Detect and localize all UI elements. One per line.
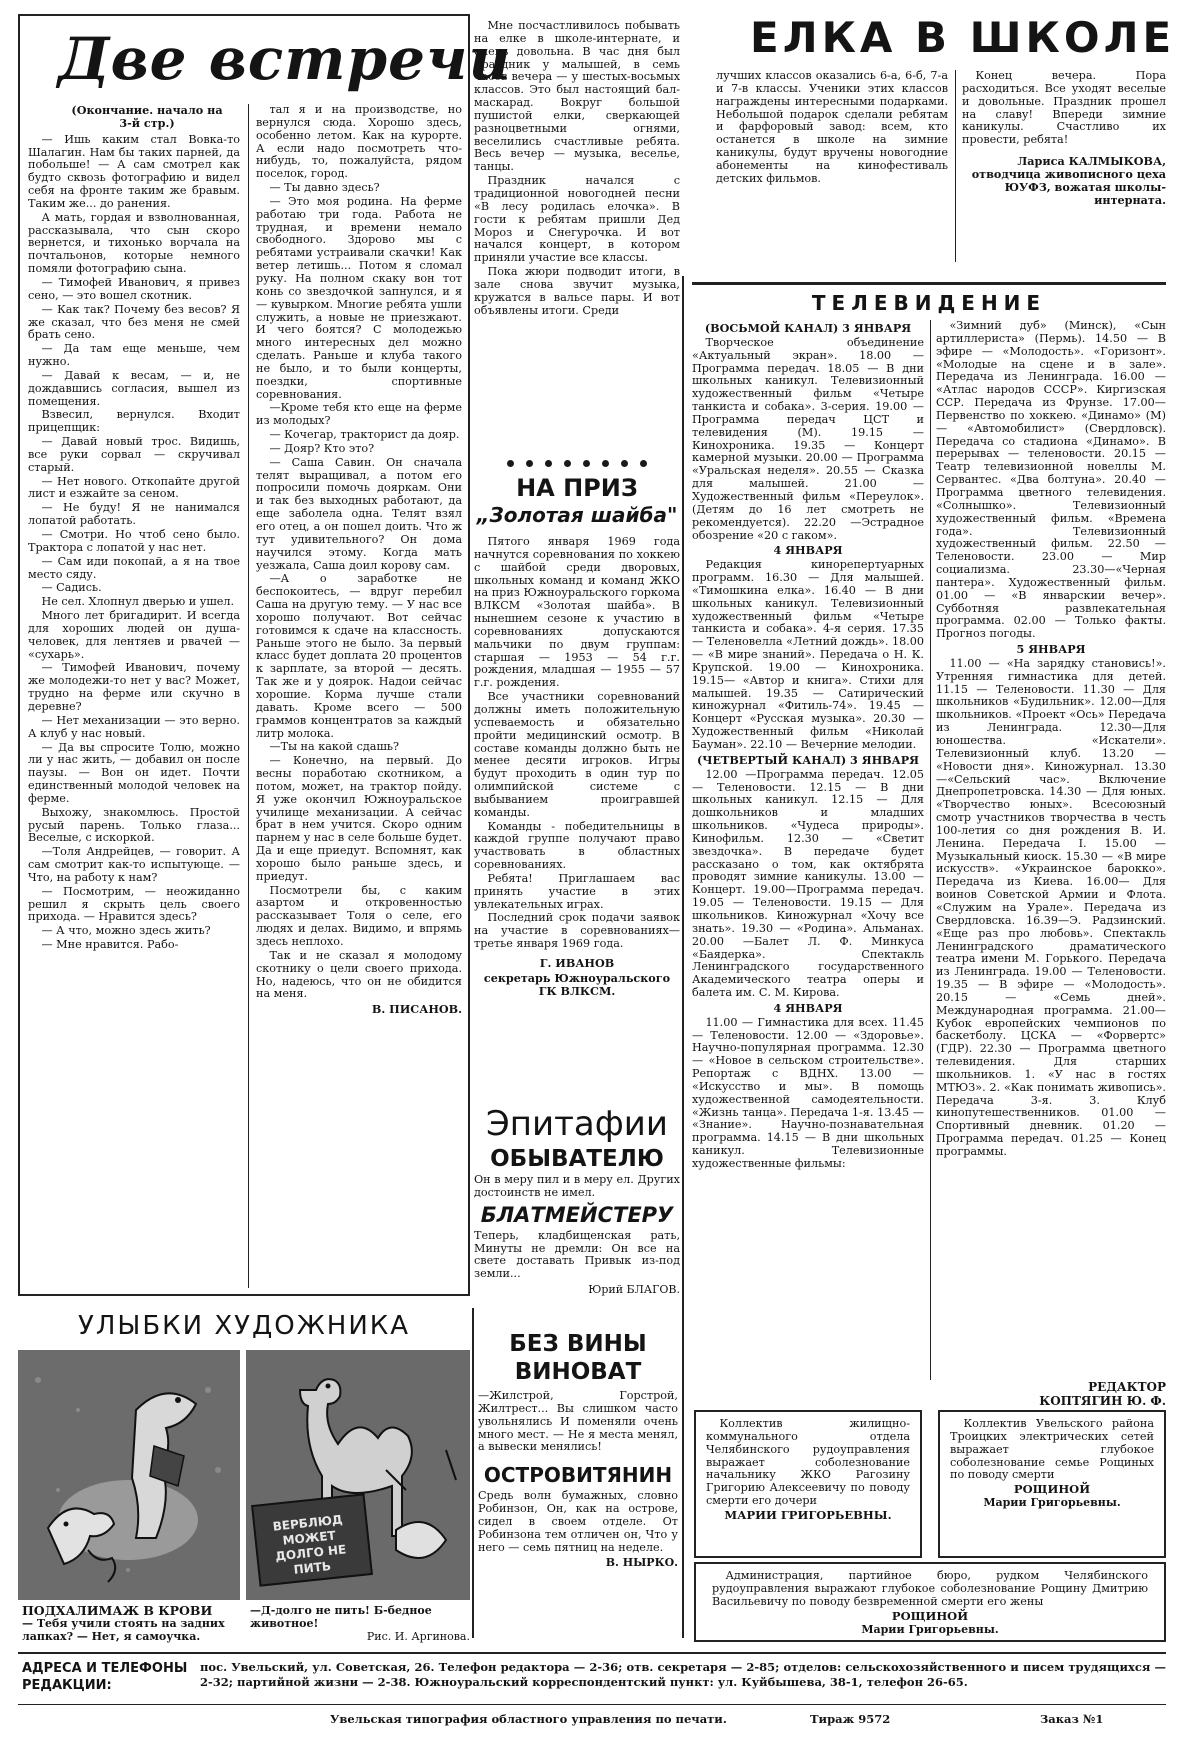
footer-text: пос. Увельский, ул. Советская, 26. Телефон редактора — 2-36; отв. секретаря — 2-85; отделов: сельскохозяйственного и писем трудящихся — 2-32; партийной жизни — 2-38. Южноуральский корреспондентский пункт: ул. Куйбышева, 38-1, телефон 26-65.: [200, 1660, 1166, 1689]
epitaph-2-text: Теперь, кладбищенская рать, Минуты не дремли: Он все на свете доставать Привык из-под земли...: [474, 1229, 680, 1281]
tv-col2-text: [936, 320, 1166, 1159]
footer-printer: Увельская типография областного управления по печати.: [330, 1712, 727, 1726]
story-paragraph: Посмотрели бы, с каким азартом и откровенностью рассказывает Толя о селе, его людях и делах. Видимо, и впрямь здесь неплохо.: [256, 883, 462, 948]
condolence-2-name-2: Марии Григорьевны.: [983, 1496, 1121, 1510]
story-column-divider: [248, 104, 249, 1288]
footer-label: АДРЕСА И ТЕЛЕФОНЫ РЕДАКЦИИ:: [22, 1661, 188, 1693]
nyrko-verse: —Жилстрой, Горстрой, Жилтрест... Вы слишком часто увольнялись И поменяли очень много мест. — Не я места менял, а вывески менялись!: [478, 1390, 678, 1454]
condolence-box-2: [938, 1410, 1166, 1558]
condolence-1-text: Коллектив жилищно-коммунального отдела Челябинского рудоуправления выражает соболезнование начальнику ЖКО Рагозину Григорию Алексеевичу по поводу смерти его дочери: [706, 1418, 910, 1508]
nyrko-block: [478, 1330, 678, 1569]
story-paragraph: — Конечно, на первый. До весны поработаю скотником, а потом, может, на трактор пойду. Я уже окончил Южноуральское училище механизации. А сейчас брат в нем учится. Скоро одним парнем у нас в селе больше будет. Да и еще приедут. Вспомнят, как хорошо было раньше здесь, и приедут.: [256, 754, 462, 883]
condolence-3-text: Администрация, партийное бюро, рудком Челябинского рудоуправления выражают глубокое соболезнование Рощину Дмитрию Васильевичу по поводу безвременной смерти его жены: [712, 1570, 1148, 1608]
tv-listing: «Зимний дуб» (Минск), «Сын артиллериста» (Пермь). 14.50 — В эфире — «Молодость». «Горизонт». «Молодые на сцене и в зале». Передача из Ленинграда. 16.00 — «Атлас народов СССР». Киргизская ССР. Передача из Фрунзе. 17.00—Первенство по хоккею. «Динамо» (М) — «Автомобилист» (Свердловск). Передача со стадиона «Динамо». В перерывах — теленовости. 20.15 — Театр телевизионной новеллы М. Сервантес. «Два болтуна». 20.40 — Программа цветного телевидения. «Солнышко». Телевизионный художественный фильм. «Времена года». Телевизионный художественный фильм. 22.50 — Теленовости. 23.00 — Мир социализма. 23.30—«Черная пантера». Художественный фильм. 01.00 — «В январскии вечер». Субботняя развлекательная программа. 02.00 — Только факты. Прогноз погоды.: [936, 320, 1166, 641]
hockey-article: [474, 536, 680, 1044]
hockey-signature-role: секретарь Южноуральского ГК ВЛКСМ.: [483, 970, 671, 998]
story-paragraph: — Сам иди покопай, а я на твое место сяду.: [28, 554, 240, 581]
cartoons-title: УЛЫБКИ ХУДОЖНИКА: [77, 1311, 411, 1341]
story-paragraph: Выхожу, знакомлюсь. Простой русый парень. Только глаза... Веселые, с искоркой.: [28, 805, 240, 845]
story-paragraph: — Дояр? Кто это?: [269, 441, 375, 455]
story-paragraph: —А о заработке не беспокоитесь, — вдруг перебил Саша на другую тему. — У нас все хорошо получают. Вот сейчас готовимся к сдаче на классность. Раньше этого не было. За первый класс будет доплата 20 процентов к зарплате, за второй — десять. Так же и у доярок. Надои сейчас хорошие. Корма лучше стали давать. Кроме всего — 500 граммов концентратов за каждый литр молока.: [256, 572, 462, 740]
tv-divider: [930, 320, 931, 1380]
camel-sign-text: ВЕРБЛЮД МОЖЕТ ДОЛГО НЕ ПИТЬ: [272, 1512, 347, 1577]
condolence-3-name: РОЩИНОЙ: [891, 1608, 969, 1623]
elka-right-text: Конец вечера. Пора расходиться. Все уходят веселые и довольные. Праздник прошел на славу! Впереди зимние каникулы. Счастливо их провести, ребята!: [962, 70, 1166, 147]
tv-col1-text: [692, 322, 924, 1171]
elka-left-column: [474, 20, 680, 440]
editor-name: КОПТЯГИН Ю. Ф.: [1039, 1394, 1166, 1408]
hockey-paragraph: Все участники соревнований должны иметь положительную успеваемость и обязательно пройти медицинский осмотр. В составе команды должно быть не менее десяти игроков. Игры будут проходить в один тур по олимпийской системе с выбыванием проигравшей команды.: [474, 690, 680, 819]
elka-paragraph: Праздник начался с традиционной новогодней песни «В лесу родилась елочка». В гости к ребятам пришли Дед Мороз и Снегурочка. И вот начался концерт, в котором приняли участие все классы.: [474, 174, 680, 265]
story-title: Две встречи: [58, 25, 512, 93]
footer-order: Заказ №1: [1040, 1712, 1104, 1726]
condolence-2-text: Коллектив Увельского района Троицких электрических сетей выражает глубокое соболезнование семье Рощиных по поводу смерти: [950, 1418, 1154, 1482]
tv-listing: 11.00 — «На зарядку становись!». Утренняя гимнастика для детей. 11.15 — Теленовости. 11.30 — Для школьников «Будильник». 12.00—Для школьников. «Проект «Ось» Передача из Ленинграда. 12.30—Для юношества. «Искатели». Телевизионный клуб. 13.20 — «Новости дня». Киножурнал. 13.30 —«Сельский час». Включение Днепропетровска. 14.30 — Для юных. «Творчество юных». Всесоюзный смотр участников творчества в честь 100-летия со дня рождения В. И. Ленина. Передача I. 15.00 — Музыкальный киоск. 15.30 — «В мире искусств». «Украинское барокко». Передача из Киева. 16.00— Для воинов Советской Армии и Флота. «Служим на Урале». Передача из Свердловска. 16.39—Э. Радзинский. «Еще раз про любовь». Спектакль Ленинградского драматического театра имени М. Горького. Передача из Ленинграда. 19.00 — Теленовости. 19.35 — В эфире — «Молодость». 20.15 — «Семь дней». Международная программа. 21.00—Кубок европейских чемпионов по баскетболу. ЦСКА — «Форвертс» (ГДР). 22.30 — Программа цветного телевидения. Для старших школьников. 1. «У нас в гостях МТЮЗ». 2. «Как понимать живопись». Передача 3-я. 3. Клуб кинопутешественников. 01.00 — Спортивный дневник. 01.20 — Программа передач. 01.25 — Конец программы.: [936, 656, 1166, 1158]
epitaph-left-rule: [472, 1308, 474, 1638]
story-paragraph: —Кроме тебя кто еще на ферме из молодых?: [256, 401, 462, 428]
tv-listing: Редакция кинорепертуарных программ. 16.30 — Для малышей. «Тимошкина елка». 16.40 — В дни школьных каникул. Телевизионный художественный фильм «Четыре танкиста и собака». 4-я серия. 17.35 — Теленовелла «Летний дождь». 18.00 — «В мире знаний». Передача о Н. К. Крупской. 19.00 — Кинохроника. 19.15— «Автор и книга». Стихи для малышей. 19.35 — Сатирический киножурнал «Фитиль-74». 19.45 — Концерт «Русская музыка». 20.30 — Художественный фильм «Николай Бауман». 22.10 — Вечерние мелодии.: [692, 558, 924, 751]
hockey-paragraph: Ребята! Приглашаем вас принять участие в этих увлекательных играх.: [474, 871, 680, 911]
story-paragraph: А мать, гордая и взволнованная, рассказывала, что сын скоро вернется, и тихонько ворчала на почтальонов, которые немного помяли фотографию сына.: [28, 210, 240, 276]
hockey-paragraph: Команды - победительницы в каждой группе получают право участвовать в областных соревнованиях.: [474, 819, 680, 872]
epitaphs-block: [474, 1104, 680, 1296]
story-column-1: [28, 104, 240, 1290]
epitaphs-author: Юрий БЛАГОВ.: [588, 1283, 680, 1297]
hockey-paragraph: Последний срок подачи заявок на участие в соревнованиях—третье января 1969 года.: [474, 911, 680, 951]
center-column-rule: [682, 276, 684, 1638]
footer-top-rule: [18, 1652, 1166, 1654]
hockey-signature: Г. ИВАНОВ: [539, 956, 615, 970]
dog-begging-icon: [18, 1350, 240, 1600]
footer-circulation: Тираж 9572: [810, 1712, 891, 1726]
story-paragraph: — А что, можно здесь жить?: [41, 924, 211, 938]
elka-paragraph: Мне посчастливилось побывать на елке в школе-интернате, и очень довольна. В час дня был праздник у малышей, в семь часов вечера — у шестых-восьмых классов. Это был настоящий бал-маскарад. Вокруг большой пушистой елки, сверкающей разноцветными огнями, веселились счастливые ребята. Весь вечер — музыка, веселье, танцы.: [474, 20, 680, 174]
tv-day-heading: (ВОСЬМОЙ КАНАЛ) 3 ЯНВАРЯ: [704, 321, 912, 335]
tv-listing: 11.00 — Гимнастика для всех. 11.45 — Теленовости. 12.00 — «Здоровье». Научно-популярная программа. 12.30 — «Новое в сельском строительстве». Репортаж с ВДНХ. 13.00 — «Искусство и мы». В помощь художественной самодеятельности. «Жизнь танца». Передача 1-я. 13.45 — «Знание». Научно-познавательная программа. 14.15 — В дни школьных каникул. Телевизионные художественные фильмы:: [692, 1015, 924, 1170]
story-paragraph: — Это моя родина. На ферме работаю три года. Работа не трудная, и времени немало свободного. Здорово мы с ребятами устраивали скачки! Как ветер летишь... Потом я сломал руку. На полном скаку вон тот конь со звездочкой запнулся, и я — кувырком. Многие ребята ушли служить, а новые не приезжают. И чего боятся? С молодежью много интересных дел можно сделать. Раньше и клуба такого не было, и то были концерты, поездки, спортивные соревнования.: [256, 194, 462, 401]
story-paragraph: — Тимофей Иванович, почему же молодежи-то нет у вас? Может, трудно на ферме или скучно в деревне?: [28, 661, 240, 713]
story-paragraph: — Саша Савин. Он сначала телят выращивал, а потом его попросили помочь дояркам. Они и так без выходных работают, да еще заболела одна. Телят взял его отец, а он пошел доить. Что ж тут удивительного? Он дома научился этому. Когда мать уезжала, Саша доил корову сам.: [256, 455, 462, 572]
story-paragraph: тал я и на производстве, но вернулся сюда. Хорошо здесь, особенно летом. Как на курорте. А если надо посмотреть что-нибудь, то, пожалуйста, рядом поселок, город.: [256, 104, 462, 181]
nyrko-title-2: ВИНОВАТ: [514, 1359, 642, 1385]
hockey-text: [474, 536, 680, 951]
elka-divider: [955, 70, 956, 262]
tv-listing: 12.00 —Программа передач. 12.05 — Теленовости. 12.15 — В дни школьных каникул. 12.15 — Для дошкольников и младших школьников. «Чудеса природы». Кинофильм. 12.30 — «Светит звездочка». В передаче будет рассказано о том, как октябрята проводят зимние каникулы. 13.00 — Концерт. 19.00—Программа передач. 19.05 — Теленовости. 19.15 — Для школьников. Киножурнал «Хочу все знать». 19.30 — «Родина». Альманах. 20.00 —Балет Л. Ф. Минкуса «Баядерка». Спектакль Ленинградского государственного Академического театра оперы и балета им. С. М. Кирова.: [692, 767, 924, 1000]
cartoon-left-caption-text: — Тебя учили стоять на задних лапках? — Нет, я самоучка.: [22, 1617, 225, 1643]
nyrko-author: В. НЫРКО.: [605, 1556, 678, 1570]
epitaph-2-head: БЛАТМЕЙСТЕРУ: [480, 1202, 674, 1227]
epitaph-1-head: ОБЫВАТЕЛЮ: [490, 1146, 664, 1172]
story-paragraph: — Давай к весам, — и, не дождавшись согласия, вышел из помещения.: [28, 368, 240, 408]
elka-signature: Лариса КАЛМЫКОВА, отводчица живописного цеха ЮУФЗ, вожатая школы-интерната.: [971, 154, 1166, 207]
hockey-paragraph: Пятого января 1969 года начнутся соревнования по хоккею с шайбой среди дворовых, школьных команд и команд ЖКО на приз Южноуральского горкома ВЛКСМ «Золотая шайба». В нынешнем сезоне к участию в соревнованиях допускаются мальчики по двум группам: старшая — 1953 — 54 г.г. рождения, младшая — 1955 — 57 г.г. рождения.: [474, 536, 680, 690]
story-paragraph: — Ишь каким стал Вовка-то Шалагин. Нам бы таких парней, да побольше! — А сам смотрел как будто сквозь фотографию и видел себя на фронте таким же бравым. Таким же... до ранения.: [28, 132, 240, 210]
nyrko-verse-2: Средь волн бумажных, словно Робинзон, Он, как на острове, сидел в своем отделе. От Робинзона тем отличен он, Что у него — семь пятниц на неделе.: [478, 1490, 678, 1554]
tv-day-heading: (ЧЕТВЕРТЫЙ КАНАЛ) 3 ЯНВАРЯ: [696, 752, 919, 767]
story-paragraph: — Ты давно здесь?: [269, 181, 380, 195]
editor-block: [960, 1380, 1166, 1408]
footer-bottom-rule: [18, 1704, 1166, 1705]
story-paragraph: — Нет нового. Откопайте другой лист и езжайте за сеном.: [28, 474, 240, 501]
condolence-3-name-2: Марии Григорьевны.: [861, 1622, 999, 1636]
story-paragraph: —Ты на какой сдашь?: [269, 740, 399, 754]
elka-right-column: [962, 70, 1166, 270]
story-paragraph: — Садись.: [41, 581, 102, 595]
cartoon-left-caption-title: ПОДХАЛИМАЖ В КРОВИ: [22, 1603, 213, 1618]
story-note: (Окончание. начало на 3-й стр.): [71, 104, 223, 130]
story-paragraph: — Мне нравится. Рабо-: [41, 938, 179, 952]
elka-mid-text: лучших классов оказались 6-а, 6-б, 7-а и 7-в классы. Ученики этих классов награждены интересными подарками. Небольшой подарок сделали ребятам и фарфоровый завод: всем, кто останется в школе на зимние каникулы, будут вручены новогодние абонементы на кинофестиваль детских фильмов.: [716, 70, 948, 185]
tv-column-1: [692, 320, 924, 1398]
story-paragraph: — Посмотрим, — неожиданно решил я скрыть цель своего прихода. — Нравится здесь?: [28, 884, 240, 924]
story-col2-text: [256, 104, 462, 1001]
hockey-header: [474, 474, 680, 528]
elka-left-text: [474, 20, 680, 317]
hockey-title-2: „Золотая шайба": [476, 503, 678, 527]
story-paragraph: Не сел. Хлопнул дверью и ушел.: [41, 595, 235, 609]
story-paragraph: Так и не сказал я молодому скотнику о цели своего прихода. Но, надеюсь, что он не обидится на меня.: [256, 948, 462, 1001]
condolence-box-3: [694, 1562, 1166, 1642]
story-paragraph: Много лет бригадирит. И всегда для хороших людей он душа-человек, для лентяев и рвачей — «сухарь».: [28, 609, 240, 661]
story-paragraph: — Да вы спросите Толю, можно ли у нас жить, — добавил он после паузы. — Вон он идет. Почти единственный молодой человек на ферме.: [28, 740, 240, 805]
story-paragraph: — Не буду! Я не нанимался лопатой работать.: [28, 501, 240, 528]
elka-title: ЕЛКА В ШКОЛЕ: [750, 13, 1176, 62]
condolence-1-name: МАРИИ ГРИГОРЬЕВНЫ.: [724, 1507, 892, 1522]
tv-day-heading: 5 ЯНВАРЯ: [1016, 642, 1086, 657]
elka-mid-column: [716, 70, 948, 270]
elka-paragraph: Пока жюри подводит итоги, в зале снова звучит музыка, кружатся в вальсе пары. И вот объявлены итоги. Среди: [474, 265, 680, 317]
story-paragraph: — Тимофей Иванович, я привез сено, — это вошел скотник.: [28, 275, 240, 302]
tv-column-2: [936, 320, 1166, 1378]
elka-bottom-rule: [692, 282, 1166, 285]
nyrko-title-3: ОСТРОВИТЯНИН: [483, 1463, 673, 1488]
cartoon-left-image: [18, 1350, 240, 1600]
cartoon-right-caption-text: —Д-долго не пить! Б-бедное животное!: [250, 1604, 432, 1630]
nyrko-title-1: БЕЗ ВИНЫ: [509, 1331, 647, 1357]
separator-dots: [474, 452, 680, 471]
story-paragraph: — Кочегар, тракторист да дояр.: [269, 428, 460, 442]
story-column-2: [256, 104, 462, 1290]
cartoon-artist: Рис. И. Аргинова.: [366, 1630, 470, 1643]
epitaphs-title: Эпитафии: [486, 1104, 668, 1144]
editor-label: РЕДАКТОР: [1088, 1380, 1166, 1394]
epitaph-1-text: Он в меру пил и в меру ел. Других достоинств не имел.: [474, 1174, 680, 1199]
condolence-2-name: РОЩИНОЙ: [1013, 1482, 1091, 1497]
condolence-box-1: [694, 1410, 922, 1558]
cartoon-left-caption: [22, 1604, 242, 1643]
tv-day-heading: 4 ЯНВАРЯ: [773, 1000, 843, 1015]
story-col1-text: [28, 134, 240, 952]
story-paragraph: Взвесил, вернулся. Входит прицепщик:: [28, 408, 240, 435]
cartoon-right-caption: [250, 1604, 470, 1643]
story-paragraph: — Да там еще меньше, чем нужно.: [28, 342, 240, 369]
story-paragraph: —Толя Андрейцев, — говорит. А сам смотрит как-то испытующе. — Что, на работу к нам?: [28, 845, 240, 884]
story-paragraph: — Смотри. Но чтоб сено было. Трактора с лопатой у нас нет.: [28, 528, 240, 554]
tv-title: ТЕЛЕВИДЕНИЕ: [811, 291, 1047, 315]
story-paragraph: — Нет механизации — это верно. А клуб у нас новый.: [28, 713, 240, 740]
cartoon-right-image: [246, 1350, 470, 1600]
tv-day-heading: 4 ЯНВАРЯ: [773, 543, 843, 558]
story-signature: В. ПИСАНОВ.: [371, 1002, 462, 1017]
tv-listing: Творческое объединение «Актуальный экран». 18.00 — Программа передач. 18.05 — В дни школьных каникул. Телевизионный художественный фильм «Четыре танкиста и собака». 3-серия. 19.00 — Программа передач ЦСТ и телевидения (М). 19.15 — Кинохроника. 19.35 — Концерт камерной музыки. 20.00 — Программа «Уральская неделя». 20.55 — Сказка для малышей. 21.00 — Художественный фильм «Переулок». (Детям до 16 лет смотреть не рекомендуется). 22.20 —Эстрадное обозрение «20 с гаком».: [692, 335, 924, 542]
hockey-title: НА ПРИЗ: [516, 474, 638, 502]
story-paragraph: — Как так? Почему без весов? Я же сказал, что без меня не смей брать сено.: [28, 302, 240, 342]
story-paragraph: — Давай новый трос. Видишь, все руки сорвал — скручивал старый.: [28, 435, 240, 474]
